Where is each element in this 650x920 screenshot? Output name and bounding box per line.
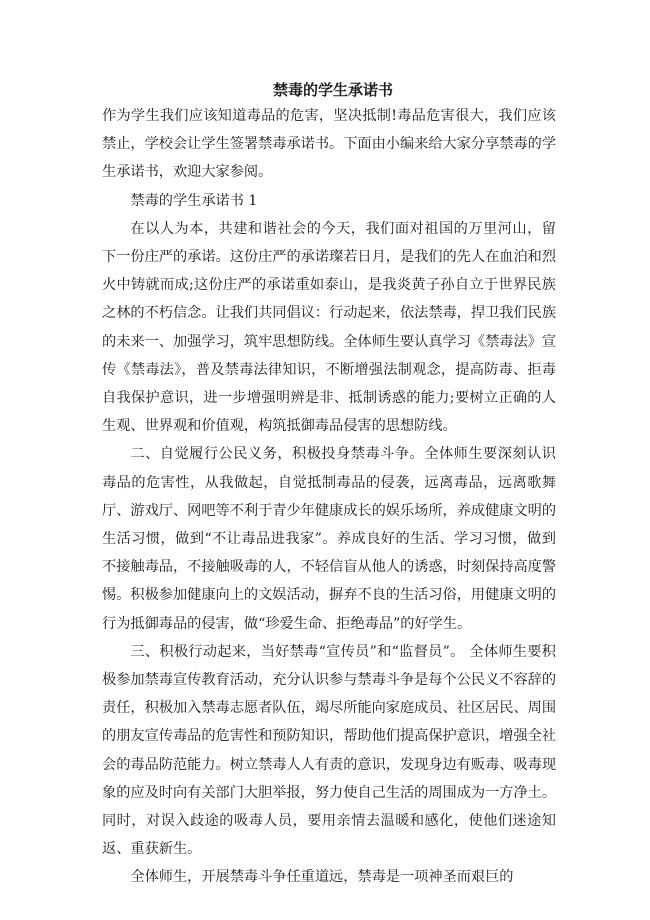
intro-paragraph: 作为学生我们应该知道毒品的危害，坚决抵制!毒品危害很大，我们应该禁止，学校会让学生签署禁毒承诺书。下面由小编来给大家分享禁毒的学生承诺书，欢迎大家参阅。: [102, 108, 557, 181]
body-paragraph-4: 全体师生，开展禁毒斗争任重道远，禁毒是一项神圣而艰巨的: [130, 869, 514, 886]
body-paragraph-2: 二、自觉履行公民义务，积极投身禁毒斗争。全体师生要深刻认识毒品的危害性，从我做起，自觉抵制毒品的侵袭，远离毒品，远离歌舞厅、游戏厅、网吧等不利于青少年健康成长的娱乐场所，养成健康文明的生活习惯，做到“不让毒品进我家”。养成良好的生活、学习习惯，做到不接触毒品，不接触吸毒的人，不轻信盲从他人的诱惑，时刻保持高度警惕。积极参加健康向上的文娱活动，摒弃不良的生活习俗，用健康文明的行为抵御毒品的侵害，做“珍爱生命、拒绝毒品”的好学生。: [102, 446, 557, 632]
document-title: 禁毒的学生承诺书: [272, 81, 393, 99]
section-subheading: 禁毒的学生承诺书 1: [130, 192, 258, 209]
body-paragraph-1: 在以人为本，共建和谐社会的今天，我们面对祖国的万里河山，留下一份庄严的承诺。这份庄严的承诺璨若日月，是我们的先人在血泊和烈火中铸就而成;这份庄严的承诺重如泰山，是我炎黄子孙自立于世界民族之林的不朽信念。让我们共同倡议：行动起来，依法禁毒，捍卫我们民族的未来一、加强学习，筑牢思想防线。全体师生要认真学习《禁毒法》宣传《禁毒法》，普及禁毒法律知识，不断增强法制观念，提高防毒、拒毒自我保护意识，进一步增强明辨是非、抵制诱惑的能力;要树立正确的人生观、世界观和价值观，构筑抵御毒品侵害的思想防线。: [102, 220, 557, 435]
body-paragraph-3: 三、积极行动起来，当好禁毒“宣传员”和“监督员”。 全体师生要积极参加禁毒宣传教育活动，充分认识参与禁毒斗争是每个公民义不容辞的责任，积极加入禁毒志愿者队伍，竭尽所能向家庭成员、社区居民、周围的朋友宣传毒品的危害性和预防知识，帮助他们提高保护意识，增强全社会的毒品防范能力。树立禁毒人人有责的意识，发现身边有贩毒、吸毒现象的应及时向有关部门大胆举报，努力使自己生活的周围成为一方净土。同时，对误入歧途的吸毒人员，要用亲情去温暖和感化，使他们迷途知返、重获新生。: [102, 643, 557, 858]
